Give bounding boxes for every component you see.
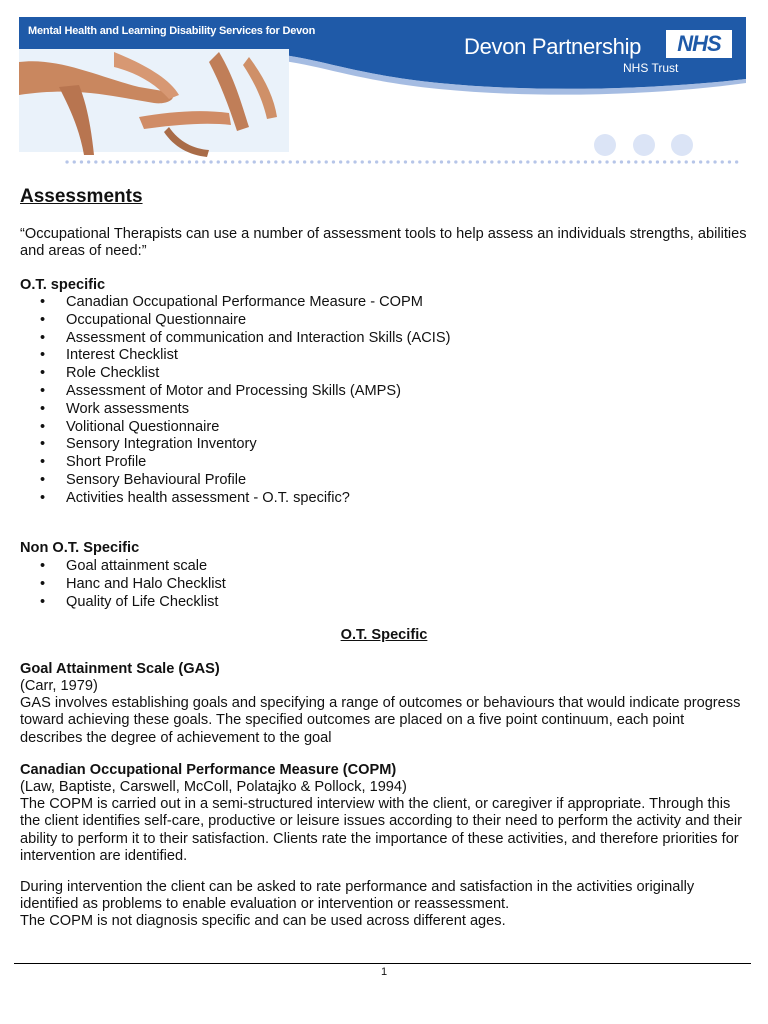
copm-citation: (Law, Baptiste, Carswell, McColl, Polatajko & Pollock, 1994) bbox=[20, 779, 407, 795]
list-item: • Quality of Life Checklist bbox=[20, 594, 226, 612]
decor-circle bbox=[633, 134, 655, 156]
list-item: • Work assessments bbox=[20, 401, 450, 419]
non-ot-specific-list bbox=[20, 558, 226, 611]
list-item: • Goal attainment scale bbox=[20, 558, 226, 576]
gas-heading: Goal Attainment Scale (GAS) bbox=[20, 661, 220, 677]
org-line: Mental Health and Learning Disability Services for Devon bbox=[28, 25, 316, 37]
copm-body-3: The COPM is not diagnosis specific and can be used across different ages. bbox=[20, 913, 506, 929]
list-item: • Role Checklist bbox=[20, 365, 450, 383]
decor-circle bbox=[671, 134, 693, 156]
decor-circle bbox=[594, 134, 616, 156]
list-item: • Activities health assessment - O.T. specific? bbox=[20, 490, 450, 508]
nhs-logo: NHS bbox=[666, 30, 732, 58]
copm-body: The COPM is carried out in a semi-structured interview with the client, or caregiver if appropriate. Through this the client identifies self-care, productive or leisure issues according to their need to perform the activity and their ability to perform it to their satisfaction. Clients rate the importance of these activities, and therefore priorities for intervention are identified. bbox=[20, 796, 742, 865]
page-number: 1 bbox=[380, 966, 388, 978]
list-item: • Assessment of Motor and Processing Skills (AMPS) bbox=[20, 383, 450, 401]
list-item: • Canadian Occupational Performance Measure - COPM bbox=[20, 294, 450, 312]
copm-heading: Canadian Occupational Performance Measure (COPM) bbox=[20, 762, 397, 778]
list-item: • Short Profile bbox=[20, 454, 450, 472]
gas-body: GAS involves establishing goals and specifying a range of outcomes or behaviours that would indicate progress toward achieving these goals. The specified outcomes are placed on a five point continuum, each point describes the degree of achievement to the goal bbox=[20, 695, 741, 746]
list-item: • Sensory Behavioural Profile bbox=[20, 472, 450, 490]
non-ot-specific-heading: Non O.T. Specific bbox=[20, 540, 140, 556]
header-banner bbox=[19, 17, 746, 167]
ot-specific-list bbox=[20, 294, 450, 508]
list-item: • Sensory Integration Inventory bbox=[20, 436, 450, 454]
trust-name: Devon Partnership bbox=[464, 34, 642, 59]
ot-specific-heading: O.T. specific bbox=[20, 277, 106, 293]
list-item: • Assessment of communication and Interaction Skills (ACIS) bbox=[20, 330, 450, 348]
page-title: Assessments bbox=[20, 186, 143, 207]
list-item: • Volitional Questionnaire bbox=[20, 419, 450, 437]
list-item: • Interest Checklist bbox=[20, 347, 450, 365]
copm-body-2: During intervention the client can be asked to rate performance and satisfaction in the activities originally identified as problems to enable evaluation or intervention or reassessment. bbox=[20, 879, 695, 913]
intro-paragraph: “Occupational Therapists can use a number of assessment tools to help assess an individuals strengths, abilities and areas of need:” bbox=[20, 226, 747, 260]
trust-subtitle: NHS Trust bbox=[623, 61, 679, 75]
list-item: • Occupational Questionnaire bbox=[20, 312, 450, 330]
gas-citation: (Carr, 1979) bbox=[20, 678, 98, 694]
footer-rule bbox=[14, 963, 751, 964]
section-heading: O.T. Specific bbox=[340, 627, 428, 643]
list-item: • Hanc and Halo Checklist bbox=[20, 576, 226, 594]
